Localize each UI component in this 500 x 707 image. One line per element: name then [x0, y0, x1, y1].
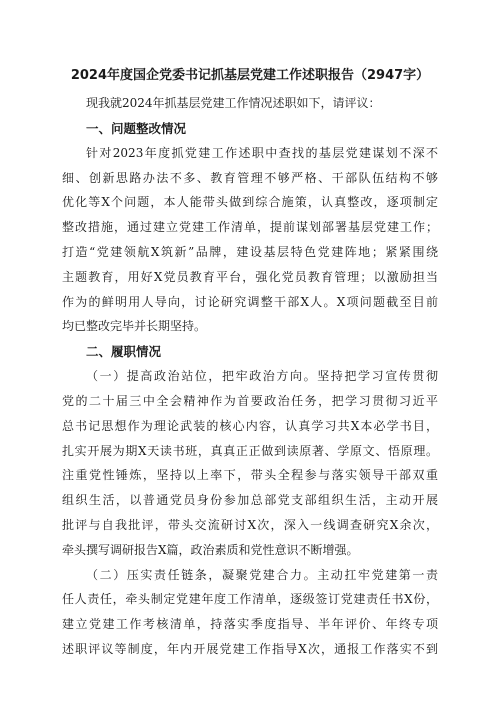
paragraph-line: （一）提高政治站位，把牢政治方向。坚持把学习宣传贯彻: [86, 369, 438, 384]
paragraph-line: 优化等X个问题，本人能带头做到综合施策，认真整改，逐项制定: [62, 195, 438, 210]
paragraph-line: 批评与自我批评，带头交流研讨X次，深入一线调查研究X余次，: [62, 517, 438, 532]
paragraph-line: 扎实开展为期X天读书班，真真正正做到读原著、学原文、悟原理。: [62, 443, 438, 458]
paragraph-line: 党的二十届三中全会精神作为首要政治任务，把学习贯彻习近平: [62, 393, 438, 408]
paragraph-line: 整改措施，通过建立党建工作清单，提前谋划部署基层党建工作；: [62, 220, 438, 235]
paragraph-line: （二）压实责任链条，凝聚党建合力。主动扛牢党建第一责: [86, 567, 438, 582]
paragraph-line: 打造“党建领航X筑新”品牌，建设基层特色党建阵地；紧紧围绕: [62, 244, 438, 259]
section-heading-2: 二、履职情况: [86, 344, 162, 360]
paragraph-line: 主题教育，用好X党员教育平台，强化党员教育管理；以激励担当: [62, 269, 438, 284]
section-heading-1: 一、问题整改情况: [86, 120, 187, 136]
paragraph-line: 针对2023年度抓党建工作述职中查找的基层党建谋划不深不: [86, 145, 438, 160]
section1-paragraph: [62, 141, 438, 339]
paragraph-line: 细、创新思路办法不多、教育管理不够严格、干部队伍结构不够: [62, 170, 438, 185]
paragraph-line: 均已整改完毕并长期坚持。: [62, 319, 207, 334]
paragraph-line: 任人责任，牵头制定党建年度工作清单，逐级签订党建责任书X份，: [62, 592, 438, 607]
paragraph-line: 注重党性锤炼，坚持以上率下，带头全程参与落实领导干部双重: [62, 468, 438, 483]
paragraph-line: 述职评议等制度，年内开展党建工作指导X次，通报工作落实不到: [62, 641, 438, 656]
paragraph-line: 组织生活，以普通党员身份参加总部党支部组织生活，主动开展: [62, 493, 438, 508]
section2-paragraph-2: [62, 563, 438, 662]
intro-line: 现我就2024年抓基层党建工作情况述职如下，请评议：: [86, 96, 381, 110]
document-title: 2024年度国企党委书记抓基层党建工作述职报告（2947字）: [70, 68, 430, 83]
paragraph-line: 牵头撰写调研报告X篇，政治素质和党性意识不断增强。: [62, 542, 359, 557]
section2-paragraph-1: [62, 364, 438, 562]
paragraph-line: 建立党建工作考核清单，持落实季度指导、半年评价、年终专项: [62, 617, 438, 632]
paragraph-line: 作为的鲜明用人导向，讨论研究调整干部X人。X项问题截至目前: [62, 294, 438, 309]
paragraph-line: 总书记思想作为理论武装的核心内容，认真学习共X本必学书目，: [62, 418, 438, 433]
